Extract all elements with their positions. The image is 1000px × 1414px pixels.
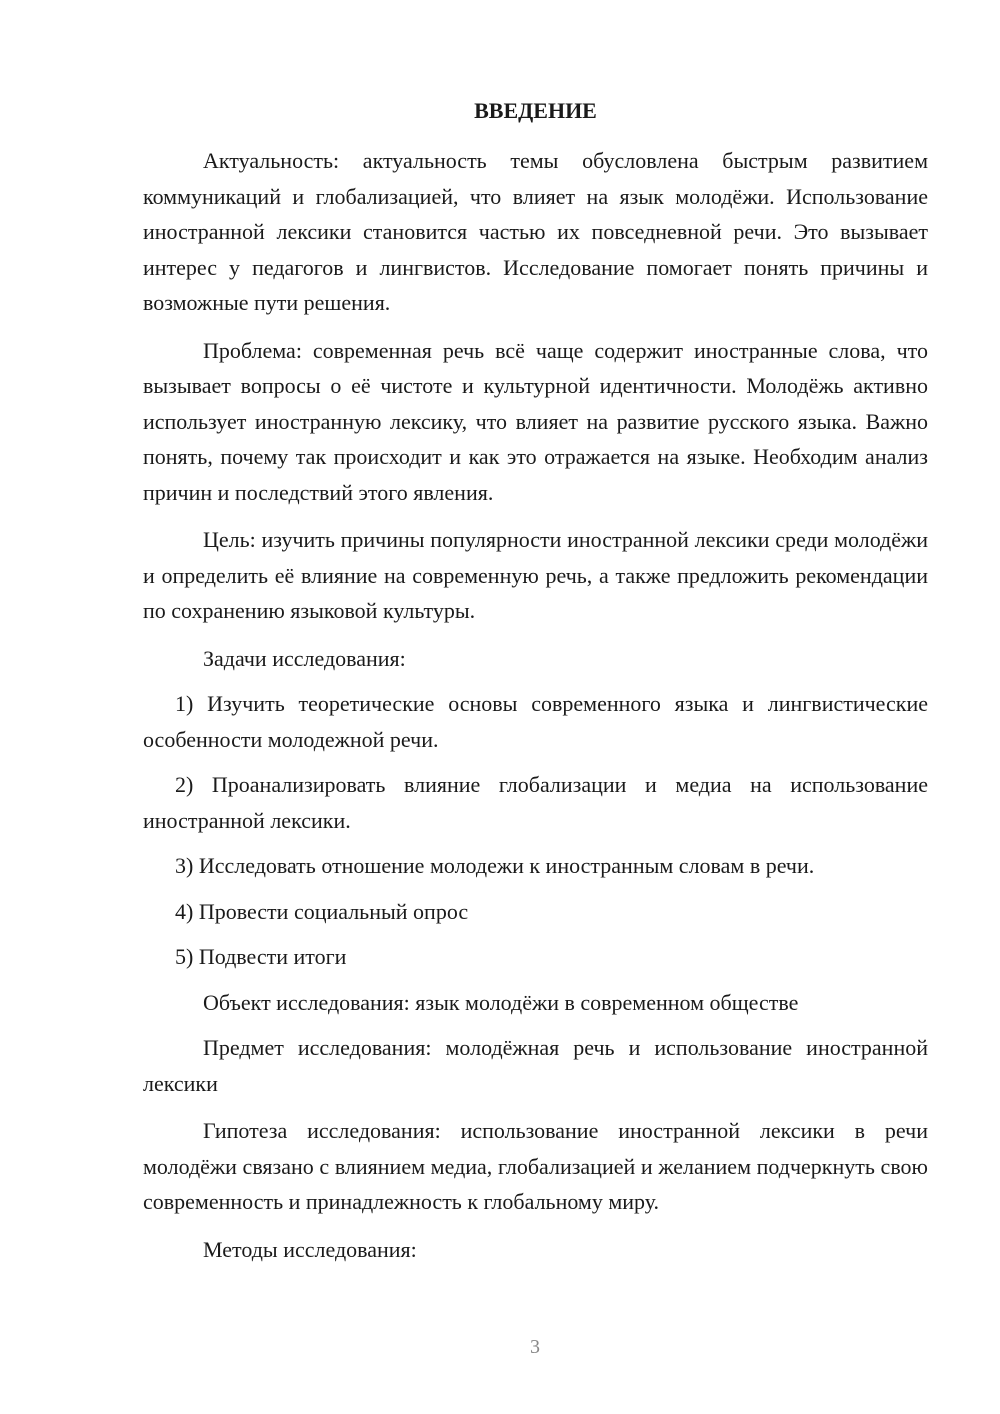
paragraph-subject: Предмет исследования: молодёжная речь и использование иностранной лексики	[143, 1035, 928, 1096]
paragraph-goal: Цель: изучить причины популярности иностранной лексики среди молодёжи и определить её влияние на современную речь, а также предложить рекомендации по сохранению языковой культуры.	[143, 527, 928, 623]
page-title: ВВЕДЕНИЕ	[474, 98, 597, 123]
task-item: 5) Подвести итоги	[175, 944, 347, 969]
paragraph-relevance: Актуальность: актуальность темы обусловлена быстрым развитием коммуникаций и глобализацией, что влияет на язык молодёжи. Использование иностранной лексики становится частью их повседневной речи. Это вызывает интерес у педагогов и лингвистов. Исследование помогает понять причины и возможные пути решения.	[143, 148, 928, 315]
tasks-heading: Задачи исследования:	[203, 645, 406, 671]
task-item: 2) Проанализировать влияние глобализации и медиа на использование иностранной лексики.	[143, 772, 928, 833]
paragraph-methods: Методы исследования:	[203, 1236, 417, 1262]
task-item: 1) Изучить теоретические основы современного языка и лингвистические особенности молодежной речи.	[143, 691, 928, 752]
task-item: 4) Провести социальный опрос	[175, 898, 469, 924]
paragraph-problem: Проблема: современная речь всё чаще содержит иностранные слова, что вызывает вопросы о её чистоте и культурной идентичности. Молодёжь активно использует иностранную лексику, что влияет на развитие русского языка. Важно понять, почему так происходит и как это отражается на языке. Необходим анализ причин и последствий этого явления.	[143, 337, 928, 505]
page-number: 3	[530, 1336, 540, 1358]
paragraph-object: Объект исследования: язык молодёжи в современном обществе	[203, 989, 799, 1015]
paragraph-hypothesis: Гипотеза исследования: использование иностранной лексики в речи молодёжи связано с влиянием медиа, глобализацией и желанием подчеркнуть свою современность и принадлежность к глобальному миру.	[143, 1118, 928, 1214]
task-item: 3) Исследовать отношение молодежи к иностранным словам в речи.	[175, 853, 815, 878]
document-body	[143, 143, 928, 1279]
